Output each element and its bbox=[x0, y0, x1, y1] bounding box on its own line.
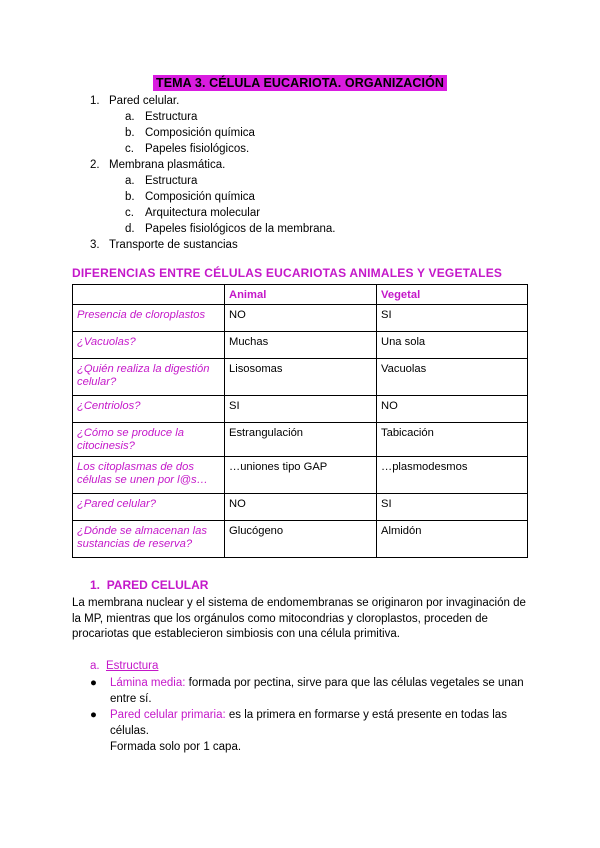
table-cell: …plasmodesmos bbox=[377, 457, 528, 494]
outline-label: Transporte de sustancias bbox=[109, 239, 238, 251]
table-cell: ¿Quién realiza la digestión celular? bbox=[73, 359, 225, 396]
outline-subnumber: c. bbox=[125, 143, 134, 155]
table-cell: ¿Cómo se produce la citocinesis? bbox=[73, 423, 225, 457]
table-header-cell: Animal bbox=[225, 285, 377, 305]
table-row bbox=[73, 494, 528, 521]
outline-number: 2. bbox=[90, 159, 100, 171]
outline-sublabel: Estructura bbox=[145, 111, 198, 123]
table-cell: Muchas bbox=[225, 332, 377, 359]
outline-subnumber: b. bbox=[125, 191, 135, 203]
outline-subitem bbox=[90, 205, 336, 221]
table-cell: Vacuolas bbox=[377, 359, 528, 396]
table-cell: ¿Centriolos? bbox=[73, 396, 225, 423]
outline-number: 3. bbox=[90, 239, 100, 251]
table-cell: Estrangulación bbox=[225, 423, 377, 457]
outline-sublabel: Composición química bbox=[145, 191, 255, 203]
table-heading: DIFERENCIAS ENTRE CÉLULAS EUCARIOTAS ANIMALES Y VEGETALES bbox=[72, 266, 503, 280]
outline-subitem bbox=[90, 125, 336, 141]
table-cell: SI bbox=[225, 396, 377, 423]
bullet-list bbox=[90, 676, 530, 756]
outline-subnumber: a. bbox=[125, 111, 135, 123]
outline-sublabel: Estructura bbox=[145, 175, 198, 187]
table-cell: SI bbox=[377, 494, 528, 521]
table-cell: ¿Vacuolas? bbox=[73, 332, 225, 359]
intro-paragraph: La membrana nuclear y el sistema de endomembranas se originaron por invaginación de la MP, mientras que los orgánulos como mitocondrias y cloroplastos, proceden de procariotas que establecieron simbiosis con una célula primitiva. bbox=[72, 597, 526, 640]
table-row bbox=[73, 457, 528, 494]
list-item bbox=[90, 676, 530, 707]
outline-number: 1. bbox=[90, 95, 100, 107]
table-cell: ¿Dónde se almacenan las sustancias de reserva? bbox=[73, 521, 225, 558]
table-cell: ¿Pared celular? bbox=[73, 494, 225, 521]
table-row bbox=[73, 305, 528, 332]
table-header-cell: Vegetal bbox=[377, 285, 528, 305]
bullet-term: Pared celular primaria: bbox=[110, 709, 226, 721]
table-cell: Almidón bbox=[377, 521, 528, 558]
table-row bbox=[73, 521, 528, 558]
outline-label: Membrana plasmática. bbox=[109, 159, 226, 171]
table-row bbox=[73, 396, 528, 423]
differences-table bbox=[72, 284, 528, 558]
outline-subitem bbox=[90, 189, 336, 205]
bullet-icon: ● bbox=[90, 709, 97, 721]
section-heading bbox=[90, 578, 208, 592]
outline-subnumber: c. bbox=[125, 207, 134, 219]
outline-item bbox=[90, 93, 336, 109]
outline-subnumber: b. bbox=[125, 127, 135, 139]
table-header-row bbox=[73, 285, 528, 305]
table-row bbox=[73, 332, 528, 359]
table-row bbox=[73, 359, 528, 396]
outline-subnumber: d. bbox=[125, 223, 135, 235]
bullet-extra: Formada solo por 1 capa. bbox=[110, 741, 242, 753]
table-header-cell bbox=[73, 285, 225, 305]
section-number: 1. bbox=[90, 578, 101, 592]
table-cell: Glucógeno bbox=[225, 521, 377, 558]
table-cell: NO bbox=[225, 494, 377, 521]
bullet-text: formada por pectina, sirve para que las células vegetales se unan entre sí. bbox=[110, 677, 524, 705]
outline-subitem bbox=[90, 109, 336, 125]
outline-item bbox=[90, 237, 336, 253]
bullet-text: es la primera en formarse y está presente en todas las células. bbox=[110, 709, 507, 737]
table-cell: Los citoplasmas de dos células se unen por l@s… bbox=[73, 457, 225, 494]
subsection-title: Estructura bbox=[105, 660, 159, 672]
table-cell: NO bbox=[377, 396, 528, 423]
outline-sublabel: Papeles fisiológicos. bbox=[145, 143, 250, 155]
bullet-term: Lámina media: bbox=[110, 677, 186, 689]
table-cell: SI bbox=[377, 305, 528, 332]
outline-subitem bbox=[90, 141, 336, 157]
table-cell: …uniones tipo GAP bbox=[225, 457, 377, 494]
outline-subitem bbox=[90, 221, 336, 237]
list-item bbox=[90, 708, 530, 739]
outline-sublabel: Arquitectura molecular bbox=[145, 207, 261, 219]
outline-sublabel: Composición química bbox=[145, 127, 255, 139]
table-cell: Una sola bbox=[377, 332, 528, 359]
table-cell: NO bbox=[225, 305, 377, 332]
subsection-number: a. bbox=[90, 660, 100, 672]
section-title: PARED CELULAR bbox=[106, 578, 209, 592]
outline-sublabel: Papeles fisiológicos de la membrana. bbox=[145, 223, 336, 235]
bullet-icon: ● bbox=[90, 677, 97, 689]
table-row bbox=[73, 423, 528, 457]
outline-subnumber: a. bbox=[125, 175, 135, 187]
subsection-heading bbox=[90, 660, 158, 672]
title-wrap bbox=[0, 74, 600, 92]
topic-outline bbox=[90, 93, 336, 253]
outline-item bbox=[90, 157, 336, 173]
table-cell: Tabicación bbox=[377, 423, 528, 457]
page-title: TEMA 3. CÉLULA EUCARIOTA. ORGANIZACIÓN bbox=[153, 75, 447, 91]
table-cell: Presencia de cloroplastos bbox=[73, 305, 225, 332]
table-cell: Lisosomas bbox=[225, 359, 377, 396]
outline-label: Pared celular. bbox=[109, 95, 180, 107]
outline-subitem bbox=[90, 173, 336, 189]
